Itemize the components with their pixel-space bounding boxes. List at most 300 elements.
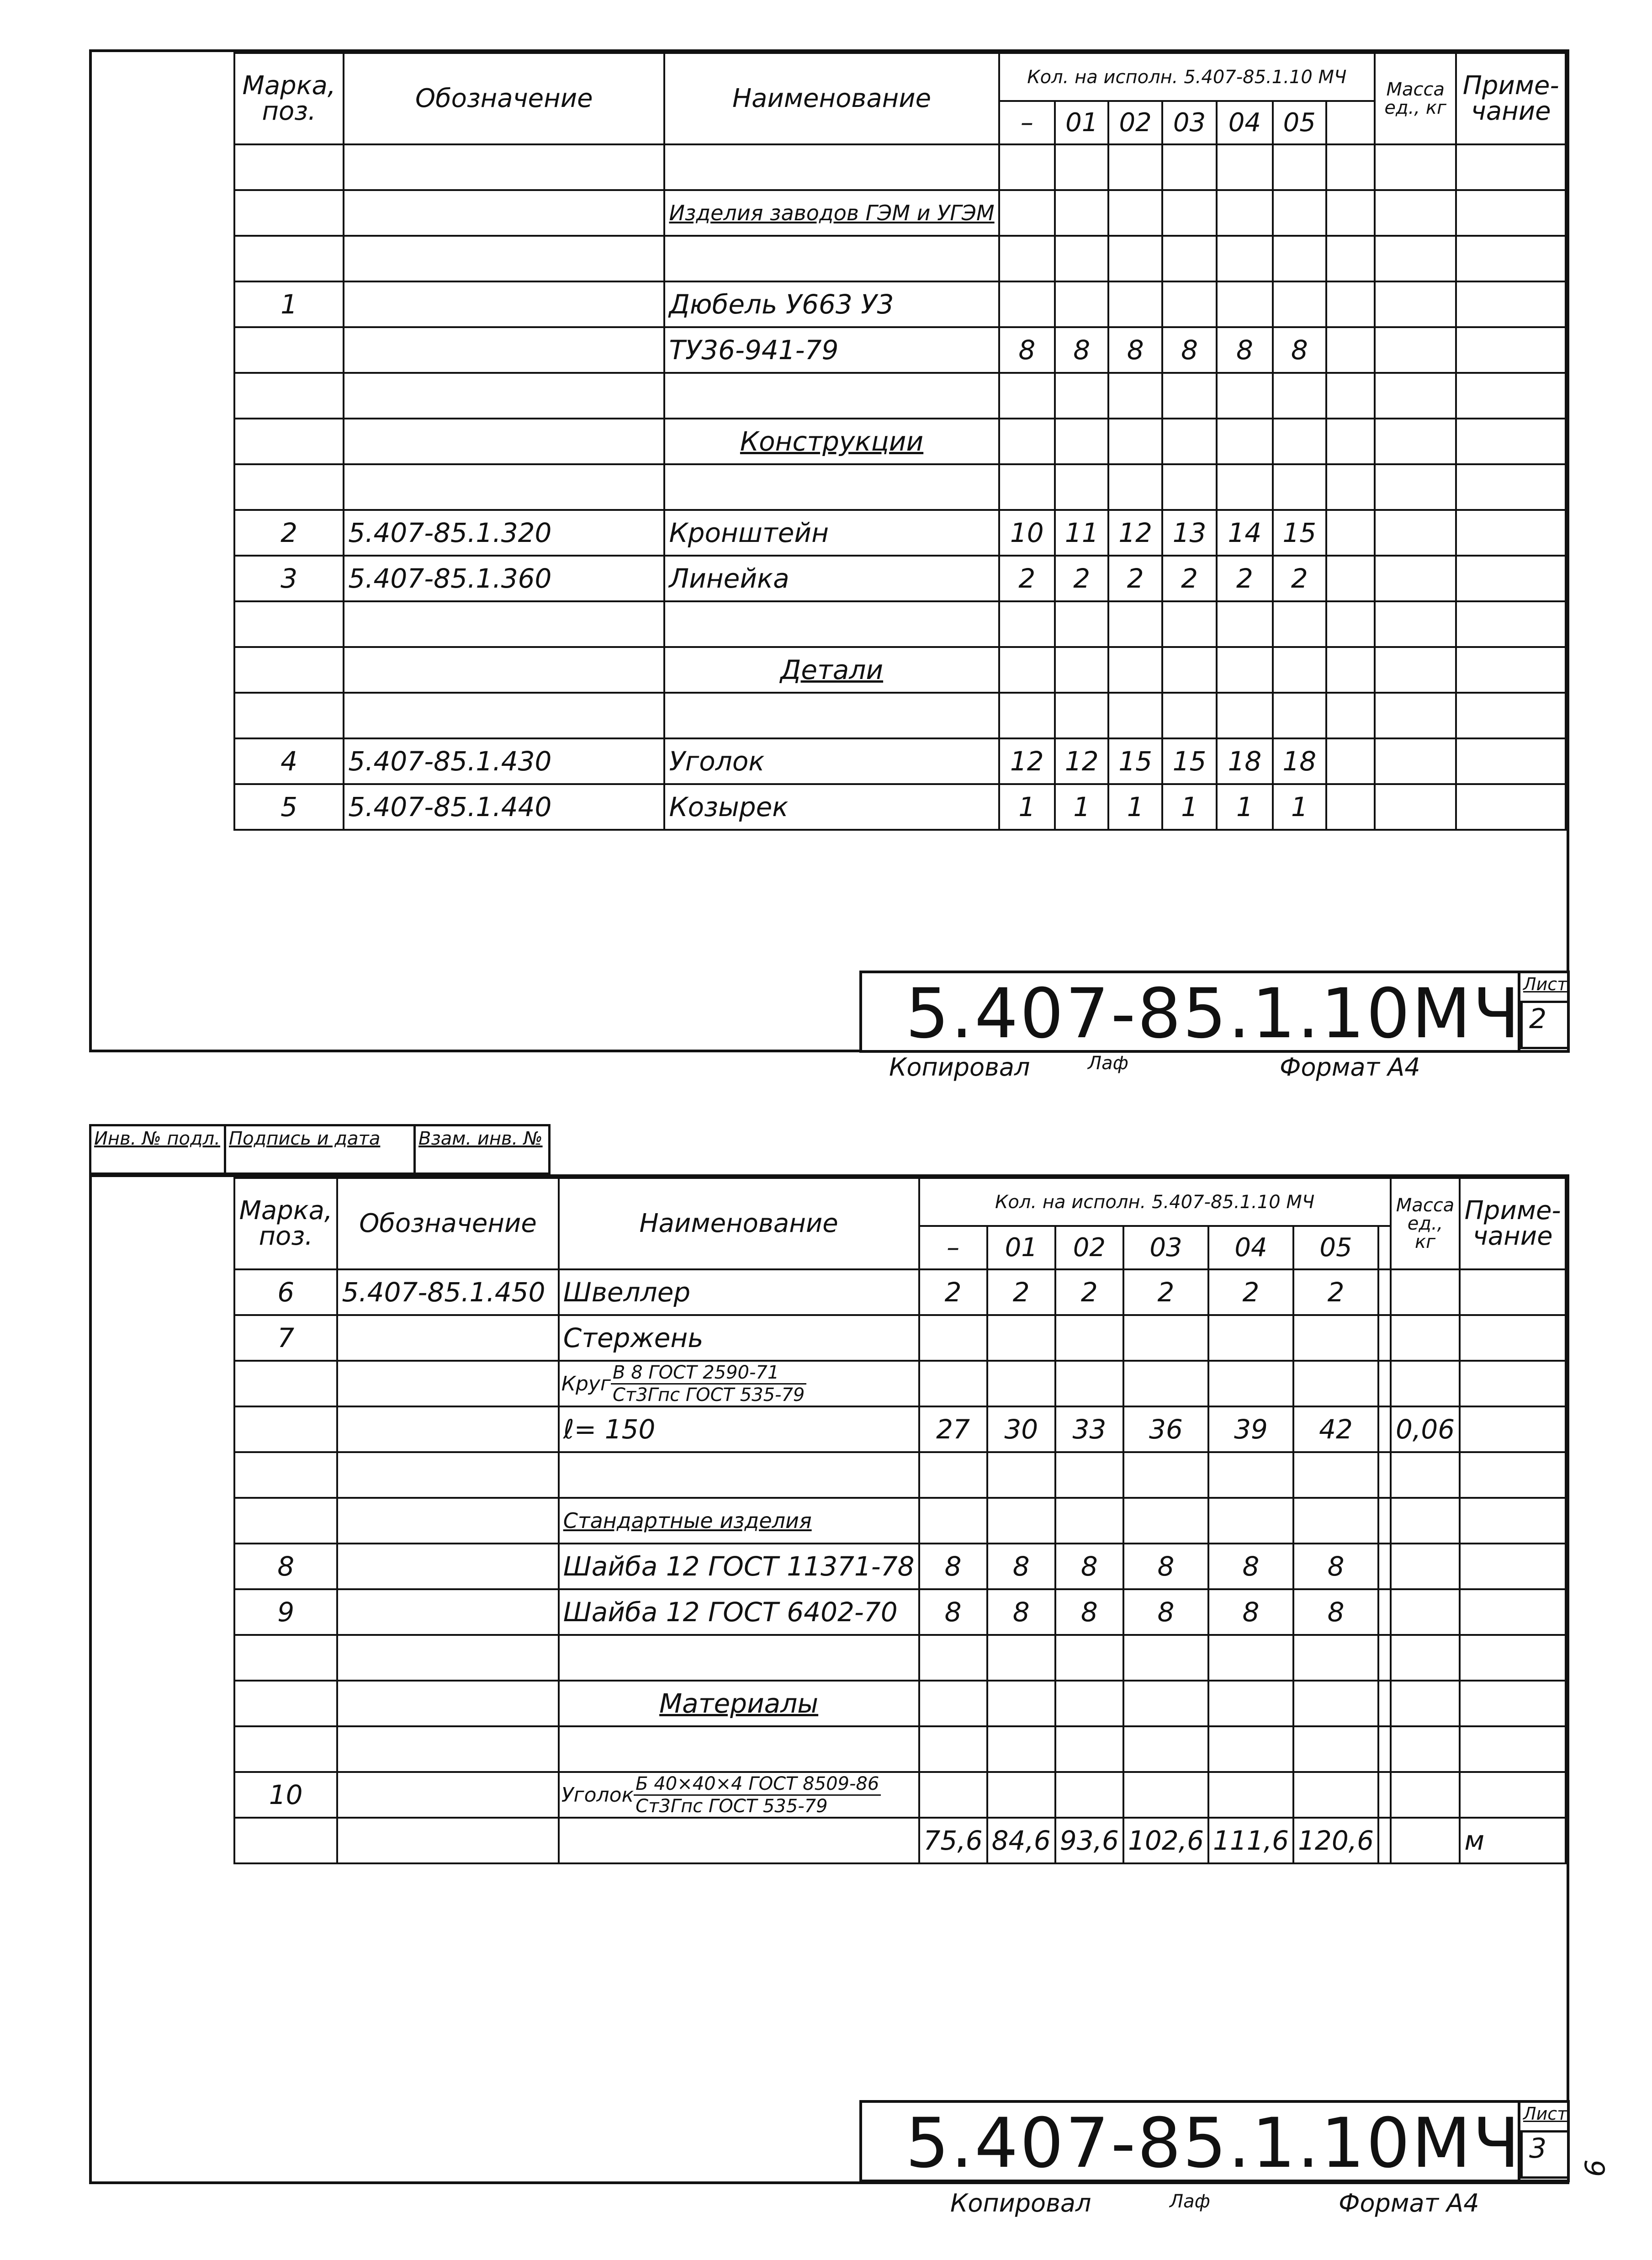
spec-table-sheet-2 bbox=[233, 1177, 1567, 1864]
quantity-cell: 33 bbox=[1055, 1406, 1123, 1452]
designation-cell bbox=[344, 144, 664, 190]
spare-cell bbox=[1326, 784, 1375, 830]
table-row bbox=[234, 190, 1566, 236]
designation-cell: 5.407-85.1.430 bbox=[344, 738, 664, 784]
name-cell: Козырек bbox=[664, 784, 999, 830]
note-cell bbox=[1460, 1681, 1566, 1726]
designation-cell bbox=[344, 693, 664, 738]
position-cell bbox=[234, 144, 344, 190]
document-code: 5.407-85.1.10МЧ bbox=[905, 974, 1522, 1054]
spare-cell bbox=[1378, 1681, 1391, 1726]
mass-cell bbox=[1391, 1544, 1460, 1589]
quantity-cell: 102,6 bbox=[1123, 1818, 1208, 1863]
note-cell bbox=[1456, 556, 1566, 601]
quantity-cell bbox=[999, 419, 1055, 464]
note-cell bbox=[1456, 464, 1566, 510]
copied-by-label: Копировал bbox=[950, 2189, 1091, 2218]
note-cell bbox=[1460, 1635, 1566, 1681]
position-cell: 9 bbox=[234, 1589, 337, 1635]
designation-cell: 5.407-85.1.360 bbox=[344, 556, 664, 601]
position-cell: 7 bbox=[234, 1315, 337, 1361]
position-cell bbox=[234, 1635, 337, 1681]
name-cell: Швеллер bbox=[559, 1269, 919, 1315]
spare-cell bbox=[1378, 1726, 1391, 1772]
sheet-label: Лист bbox=[1523, 2104, 1567, 2124]
quantity-cell: 8 bbox=[987, 1589, 1055, 1635]
designation-cell bbox=[337, 1498, 558, 1544]
quantity-cell bbox=[987, 1315, 1055, 1361]
header-variant-spare bbox=[1326, 101, 1375, 144]
table-row bbox=[234, 464, 1566, 510]
table-row bbox=[234, 1406, 1566, 1452]
designation-cell bbox=[337, 1315, 558, 1361]
mass-cell bbox=[1391, 1589, 1460, 1635]
mass-cell bbox=[1375, 419, 1456, 464]
quantity-cell: 84,6 bbox=[987, 1818, 1055, 1863]
spare-cell bbox=[1326, 647, 1375, 693]
spare-cell bbox=[1326, 738, 1375, 784]
quantity-cell: 15 bbox=[1273, 510, 1326, 556]
name-cell: Конструкции bbox=[664, 419, 999, 464]
mass-cell bbox=[1375, 236, 1456, 281]
header-mark: Марка, поз. bbox=[234, 53, 344, 144]
quantity-cell bbox=[1208, 1452, 1293, 1498]
quantity-cell bbox=[1293, 1452, 1378, 1498]
mass-cell: 0,06 bbox=[1391, 1406, 1460, 1452]
position-cell bbox=[234, 327, 344, 373]
note-cell bbox=[1456, 738, 1566, 784]
quantity-cell bbox=[919, 1772, 987, 1818]
table-row bbox=[234, 693, 1566, 738]
quantity-cell bbox=[1055, 1726, 1123, 1772]
name-cell bbox=[559, 1772, 919, 1818]
quantity-cell bbox=[999, 647, 1055, 693]
quantity-cell: 8 bbox=[999, 327, 1055, 373]
designation-cell bbox=[344, 236, 664, 281]
designation-cell bbox=[344, 190, 664, 236]
quantity-cell bbox=[1162, 601, 1217, 647]
quantity-cell bbox=[1217, 236, 1272, 281]
note-cell bbox=[1456, 236, 1566, 281]
header-name: Наименование bbox=[664, 53, 999, 144]
spare-cell bbox=[1326, 373, 1375, 419]
quantity-cell bbox=[1108, 693, 1162, 738]
note-cell bbox=[1456, 373, 1566, 419]
position-cell bbox=[234, 647, 344, 693]
quantity-cell bbox=[1217, 647, 1272, 693]
mass-cell bbox=[1391, 1498, 1460, 1544]
quantity-cell: 8 bbox=[1273, 327, 1326, 373]
spare-cell bbox=[1326, 236, 1375, 281]
quantity-cell bbox=[999, 236, 1055, 281]
quantity-cell bbox=[1273, 693, 1326, 738]
name-cell bbox=[559, 1818, 919, 1863]
position-cell bbox=[234, 419, 344, 464]
header-designation: Обозначение bbox=[337, 1178, 558, 1269]
note-cell bbox=[1456, 327, 1566, 373]
table-row bbox=[234, 601, 1566, 647]
position-cell: 6 bbox=[234, 1269, 337, 1315]
copied-by-signature: Лаф bbox=[1170, 2191, 1210, 2212]
quantity-cell bbox=[999, 464, 1055, 510]
note-cell bbox=[1456, 281, 1566, 327]
quantity-cell bbox=[1162, 236, 1217, 281]
quantity-cell bbox=[1055, 144, 1108, 190]
material-fraction bbox=[611, 1362, 806, 1406]
name-cell: Шайба 12 ГОСТ 11371-78 bbox=[559, 1544, 919, 1589]
designation-cell bbox=[337, 1452, 558, 1498]
quantity-cell: 8 bbox=[1055, 1589, 1123, 1635]
name-cell: Кронштейн bbox=[664, 510, 999, 556]
quantity-cell bbox=[919, 1498, 987, 1544]
spare-cell bbox=[1378, 1269, 1391, 1315]
note-cell: м bbox=[1460, 1818, 1566, 1863]
spare-cell bbox=[1326, 281, 1375, 327]
quantity-cell: 2 bbox=[1273, 556, 1326, 601]
sheet-number-cell bbox=[1518, 2103, 1570, 2180]
spare-cell bbox=[1378, 1589, 1391, 1635]
position-cell bbox=[234, 1726, 337, 1772]
quantity-cell bbox=[999, 281, 1055, 327]
quantity-cell: 10 bbox=[999, 510, 1055, 556]
table-row bbox=[234, 1269, 1566, 1315]
quantity-cell: 8 bbox=[1055, 327, 1108, 373]
quantity-cell bbox=[1208, 1681, 1293, 1726]
quantity-cell: 8 bbox=[1293, 1544, 1378, 1589]
position-cell bbox=[234, 190, 344, 236]
quantity-cell bbox=[1208, 1726, 1293, 1772]
quantity-cell bbox=[1108, 281, 1162, 327]
quantity-cell bbox=[1273, 419, 1326, 464]
note-cell bbox=[1460, 1726, 1566, 1772]
quantity-cell: 1 bbox=[1108, 784, 1162, 830]
quantity-cell bbox=[1293, 1361, 1378, 1406]
quantity-cell bbox=[1273, 144, 1326, 190]
name-cell bbox=[559, 1361, 919, 1406]
spare-cell bbox=[1378, 1315, 1391, 1361]
quantity-cell bbox=[1293, 1681, 1378, 1726]
quantity-cell bbox=[1055, 693, 1108, 738]
quantity-cell: 8 bbox=[1208, 1544, 1293, 1589]
quantity-cell bbox=[987, 1498, 1055, 1544]
quantity-cell bbox=[1123, 1315, 1208, 1361]
header-note: Приме-чание bbox=[1460, 1178, 1566, 1269]
title-block-sheet-1 bbox=[859, 971, 1570, 1053]
position-cell: 8 bbox=[234, 1544, 337, 1589]
spare-cell bbox=[1378, 1772, 1391, 1818]
spare-cell bbox=[1378, 1544, 1391, 1589]
header-variant-spare bbox=[1378, 1226, 1391, 1269]
position-cell bbox=[234, 1452, 337, 1498]
mass-cell bbox=[1391, 1452, 1460, 1498]
quantity-cell bbox=[987, 1635, 1055, 1681]
quantity-cell: 18 bbox=[1273, 738, 1326, 784]
quantity-cell bbox=[987, 1452, 1055, 1498]
quantity-cell bbox=[999, 373, 1055, 419]
header-note: Приме-чание bbox=[1456, 53, 1566, 144]
quantity-cell: 12 bbox=[999, 738, 1055, 784]
note-cell bbox=[1456, 510, 1566, 556]
quantity-cell bbox=[919, 1315, 987, 1361]
quantity-cell: 8 bbox=[1162, 327, 1217, 373]
stamp-inv-no: Инв. № подл. bbox=[89, 1124, 226, 1175]
name-cell bbox=[559, 1452, 919, 1498]
mass-cell bbox=[1391, 1269, 1460, 1315]
position-cell: 3 bbox=[234, 556, 344, 601]
designation-cell bbox=[344, 327, 664, 373]
quantity-cell bbox=[1273, 373, 1326, 419]
name-cell bbox=[664, 601, 999, 647]
fraction-label: Круг bbox=[561, 1372, 611, 1395]
position-cell: 1 bbox=[234, 281, 344, 327]
note-cell bbox=[1460, 1452, 1566, 1498]
designation-cell bbox=[344, 419, 664, 464]
header-variant: 04 bbox=[1208, 1226, 1293, 1269]
quantity-cell bbox=[1108, 419, 1162, 464]
name-cell: Дюбель У663 У3 bbox=[664, 281, 999, 327]
table-row bbox=[234, 1452, 1566, 1498]
name-cell: Стандартные изделия bbox=[559, 1498, 919, 1544]
quantity-cell: 2 bbox=[987, 1269, 1055, 1315]
mass-cell bbox=[1391, 1635, 1460, 1681]
quantity-cell: 8 bbox=[987, 1544, 1055, 1589]
table-row bbox=[234, 281, 1566, 327]
table-row bbox=[234, 236, 1566, 281]
quantity-cell bbox=[1208, 1498, 1293, 1544]
note-cell bbox=[1456, 144, 1566, 190]
header-variant: 04 bbox=[1217, 101, 1272, 144]
mass-cell bbox=[1391, 1818, 1460, 1863]
position-cell bbox=[234, 1406, 337, 1452]
quantity-cell bbox=[919, 1635, 987, 1681]
format-label: Формат А4 bbox=[1339, 2189, 1479, 2218]
copied-by-label: Копировал bbox=[889, 1053, 1030, 1082]
note-cell bbox=[1456, 693, 1566, 738]
quantity-cell bbox=[999, 601, 1055, 647]
quantity-cell: 120,6 bbox=[1293, 1818, 1378, 1863]
mass-cell bbox=[1391, 1315, 1460, 1361]
mass-cell bbox=[1375, 784, 1456, 830]
header-variant: 01 bbox=[1055, 101, 1108, 144]
quantity-cell bbox=[1055, 236, 1108, 281]
quantity-cell bbox=[1055, 373, 1108, 419]
quantity-cell bbox=[1055, 1681, 1123, 1726]
note-cell bbox=[1456, 647, 1566, 693]
fraction-denominator: Ст3Гпс ГОСТ 535-79 bbox=[613, 1384, 805, 1406]
quantity-cell bbox=[919, 1681, 987, 1726]
quantity-cell: 1 bbox=[1162, 784, 1217, 830]
position-cell bbox=[234, 693, 344, 738]
quantity-cell: 2 bbox=[1123, 1269, 1208, 1315]
quantity-cell bbox=[1108, 601, 1162, 647]
designation-cell bbox=[344, 601, 664, 647]
quantity-cell bbox=[1055, 1361, 1123, 1406]
quantity-cell bbox=[1208, 1361, 1293, 1406]
spare-cell bbox=[1326, 419, 1375, 464]
mass-cell bbox=[1375, 464, 1456, 510]
fraction-label: Уголок bbox=[561, 1783, 634, 1807]
quantity-cell: 2 bbox=[1055, 1269, 1123, 1315]
table-row bbox=[234, 1635, 1566, 1681]
note-cell bbox=[1456, 419, 1566, 464]
spec-sheet-1 bbox=[89, 49, 1569, 1082]
spare-cell bbox=[1326, 144, 1375, 190]
quantity-cell bbox=[919, 1452, 987, 1498]
table-row bbox=[234, 1818, 1566, 1863]
mass-cell bbox=[1375, 647, 1456, 693]
quantity-cell bbox=[1123, 1681, 1208, 1726]
name-cell: Материалы bbox=[559, 1681, 919, 1726]
designation-cell: 5.407-85.1.320 bbox=[344, 510, 664, 556]
sheet-label: Лист bbox=[1523, 974, 1567, 994]
header-variant: 02 bbox=[1055, 1226, 1123, 1269]
header-qty: Кол. на исполн. 5.407-85.1.10 МЧ bbox=[999, 53, 1375, 101]
table-row bbox=[234, 510, 1566, 556]
designation-cell bbox=[344, 281, 664, 327]
spec-sheet-2 bbox=[89, 1174, 1569, 2184]
spare-cell bbox=[1326, 601, 1375, 647]
quantity-cell bbox=[1055, 464, 1108, 510]
fraction-numerator: В 8 ГОСТ 2590-71 bbox=[611, 1362, 806, 1385]
position-cell: 10 bbox=[234, 1772, 337, 1818]
quantity-cell: 14 bbox=[1217, 510, 1272, 556]
table-row bbox=[234, 1726, 1566, 1772]
title-block-sheet-2 bbox=[859, 2100, 1570, 2182]
quantity-cell bbox=[1273, 190, 1326, 236]
mass-cell bbox=[1391, 1726, 1460, 1772]
designation-cell bbox=[337, 1635, 558, 1681]
quantity-cell bbox=[1055, 1315, 1123, 1361]
quantity-cell bbox=[1108, 464, 1162, 510]
quantity-cell bbox=[1123, 1635, 1208, 1681]
position-cell bbox=[234, 373, 344, 419]
header-mass: Масса ед., кг bbox=[1391, 1178, 1460, 1269]
quantity-cell bbox=[1217, 190, 1272, 236]
quantity-cell: 15 bbox=[1162, 738, 1217, 784]
designation-cell bbox=[337, 1818, 558, 1863]
header-qty: Кол. на исполн. 5.407-85.1.10 МЧ bbox=[919, 1178, 1391, 1226]
spare-cell bbox=[1378, 1635, 1391, 1681]
name-cell bbox=[664, 464, 999, 510]
quantity-cell bbox=[1217, 144, 1272, 190]
quantity-cell: 39 bbox=[1208, 1406, 1293, 1452]
quantity-cell bbox=[1162, 373, 1217, 419]
quantity-cell bbox=[1055, 647, 1108, 693]
quantity-cell bbox=[1208, 1315, 1293, 1361]
spare-cell bbox=[1326, 464, 1375, 510]
designation-cell bbox=[337, 1726, 558, 1772]
mass-cell bbox=[1375, 601, 1456, 647]
name-cell: Шайба 12 ГОСТ 6402-70 bbox=[559, 1589, 919, 1635]
designation-cell bbox=[337, 1361, 558, 1406]
edge-page-number: 9 bbox=[1578, 2159, 1610, 2177]
quantity-cell: 13 bbox=[1162, 510, 1217, 556]
designation-cell: 5.407-85.1.450 bbox=[337, 1269, 558, 1315]
table-row bbox=[234, 1772, 1566, 1818]
quantity-cell bbox=[919, 1726, 987, 1772]
name-cell: Уголок bbox=[664, 738, 999, 784]
table-row bbox=[234, 784, 1566, 830]
name-cell: Стержень bbox=[559, 1315, 919, 1361]
stamp-signature-date: Подпись и дата bbox=[224, 1124, 416, 1175]
spare-cell bbox=[1326, 510, 1375, 556]
header-designation: Обозначение bbox=[344, 53, 664, 144]
mass-cell bbox=[1375, 190, 1456, 236]
quantity-cell bbox=[1108, 236, 1162, 281]
quantity-cell: 11 bbox=[1055, 510, 1108, 556]
note-cell bbox=[1460, 1498, 1566, 1544]
name-cell: Изделия заводов ГЭМ и УГЭМ bbox=[664, 190, 999, 236]
sheet-number-cell bbox=[1518, 973, 1570, 1050]
position-cell: 4 bbox=[234, 738, 344, 784]
designation-cell bbox=[344, 464, 664, 510]
name-cell bbox=[559, 1726, 919, 1772]
quantity-cell: 2 bbox=[919, 1269, 987, 1315]
quantity-cell bbox=[1055, 281, 1108, 327]
quantity-cell bbox=[1217, 419, 1272, 464]
stamp-replaced-inv: Взам. инв. № bbox=[413, 1124, 551, 1175]
quantity-cell: 1 bbox=[1055, 784, 1108, 830]
spare-cell bbox=[1378, 1818, 1391, 1863]
quantity-cell: 8 bbox=[1055, 1544, 1123, 1589]
quantity-cell bbox=[1293, 1498, 1378, 1544]
header-variant: 03 bbox=[1162, 101, 1217, 144]
note-cell bbox=[1460, 1269, 1566, 1315]
quantity-cell bbox=[1273, 647, 1326, 693]
quantity-cell bbox=[1055, 419, 1108, 464]
quantity-cell bbox=[1293, 1726, 1378, 1772]
mass-cell bbox=[1391, 1361, 1460, 1406]
quantity-cell bbox=[987, 1681, 1055, 1726]
quantity-cell: 8 bbox=[1123, 1544, 1208, 1589]
header-variant: 03 bbox=[1123, 1226, 1208, 1269]
quantity-cell bbox=[1108, 373, 1162, 419]
format-label: Формат А4 bbox=[1280, 1053, 1420, 1082]
position-cell bbox=[234, 236, 344, 281]
quantity-cell bbox=[1273, 601, 1326, 647]
quantity-cell bbox=[1055, 1452, 1123, 1498]
quantity-cell bbox=[1162, 693, 1217, 738]
quantity-cell bbox=[1123, 1772, 1208, 1818]
table-row bbox=[234, 647, 1566, 693]
quantity-cell bbox=[999, 144, 1055, 190]
quantity-cell bbox=[999, 693, 1055, 738]
table-row bbox=[234, 144, 1566, 190]
quantity-cell bbox=[1273, 281, 1326, 327]
designation-cell bbox=[344, 373, 664, 419]
quantity-cell: 111,6 bbox=[1208, 1818, 1293, 1863]
mass-cell bbox=[1375, 738, 1456, 784]
quantity-cell: 8 bbox=[919, 1544, 987, 1589]
mass-cell bbox=[1375, 373, 1456, 419]
header-variant: – bbox=[919, 1226, 987, 1269]
note-cell bbox=[1460, 1772, 1566, 1818]
quantity-cell bbox=[1123, 1361, 1208, 1406]
quantity-cell bbox=[1217, 464, 1272, 510]
mass-cell bbox=[1375, 327, 1456, 373]
quantity-cell bbox=[1055, 1772, 1123, 1818]
quantity-cell bbox=[987, 1361, 1055, 1406]
quantity-cell bbox=[1123, 1452, 1208, 1498]
quantity-cell: 2 bbox=[1217, 556, 1272, 601]
quantity-cell bbox=[1123, 1498, 1208, 1544]
table-row bbox=[234, 373, 1566, 419]
quantity-cell: 8 bbox=[1208, 1589, 1293, 1635]
name-cell bbox=[664, 236, 999, 281]
quantity-cell bbox=[1217, 601, 1272, 647]
quantity-cell bbox=[919, 1361, 987, 1406]
table-row bbox=[234, 1315, 1566, 1361]
